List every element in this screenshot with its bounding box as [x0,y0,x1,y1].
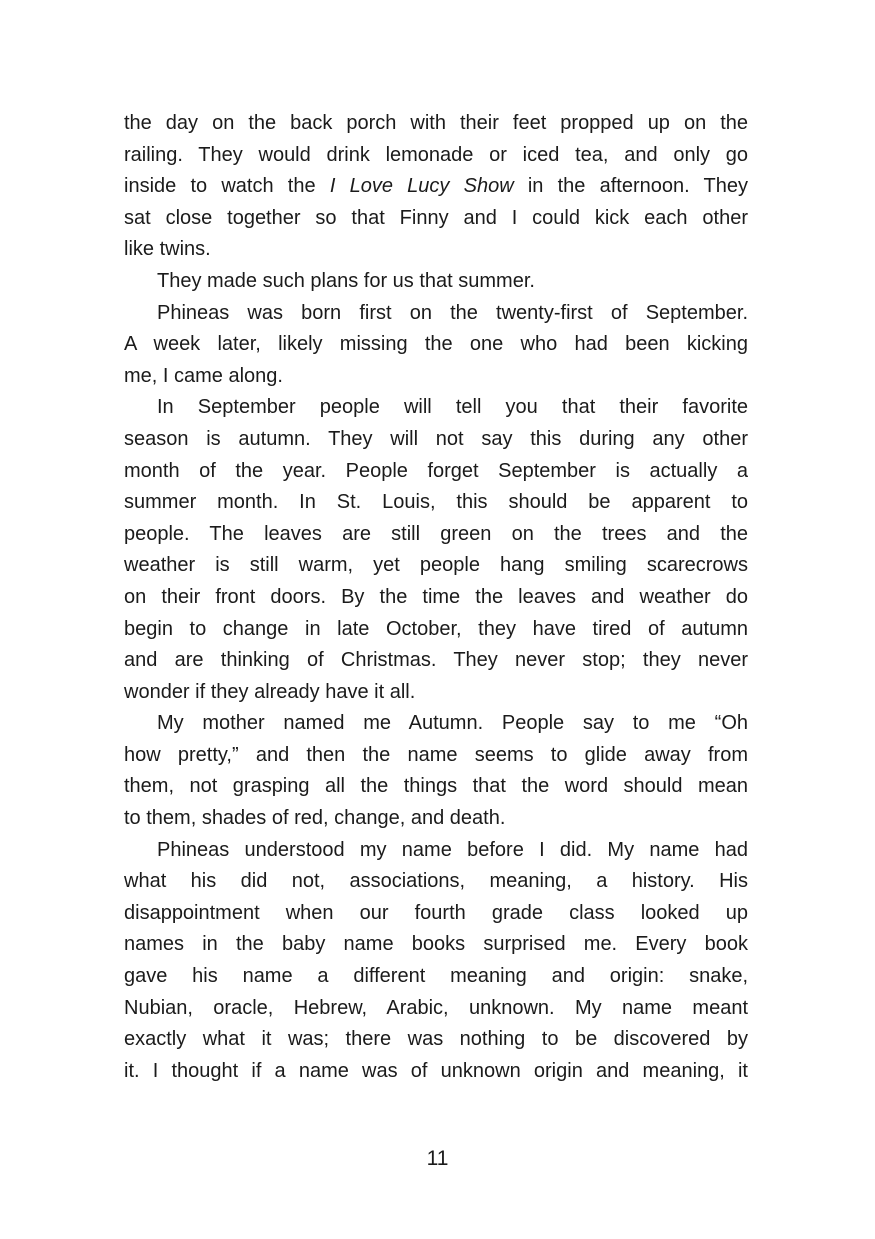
text-line: In September people will tell you that their favorite [157,396,748,419]
text-segment: inside to watch the [124,175,330,198]
text-line: like twins. [124,238,211,261]
text-line: Nubian, oracle, Hebrew, Arabic, unknown. My name meant [124,996,748,1019]
text-line: wonder if they already have it all. [124,680,416,703]
text-line: them, not grasping all the things that the word should mean [124,775,748,798]
text-line: names in the baby name books surprised me. Every book [124,933,748,956]
page-number: 11 [426,1147,449,1170]
text-line: Phineas was born first on the twenty-first of September. [157,301,748,324]
text-line: railing. They would drink lemonade or iced tea, and only go [124,143,748,166]
text-line: weather is still warm, yet people hang smiling scarecrows [124,554,748,577]
text-line: sat close together so that Finny and I could kick each other [124,206,748,229]
text-line: on their front doors. By the time the leaves and weather do [124,585,748,608]
text-line: to them, shades of red, change, and death. [124,807,506,830]
text-line [124,171,748,203]
text-line: They made such plans for us that summer. [157,269,535,292]
text-line: begin to change in late October, they have tired of autumn [124,617,748,640]
text-line: disappointment when our fourth grade class looked up [124,901,748,924]
page-body-text [124,108,748,1087]
text-line: people. The leaves are still green on the trees and the [124,522,748,545]
text-line: Phineas understood my name before I did. My name had [157,838,748,861]
text-line: how pretty,” and then the name seems to glide away from [124,743,748,766]
text-line: month of the year. People forget September is actually a [124,459,748,482]
text-line: A week later, likely missing the one who had been kicking [124,333,748,356]
text-line: gave his name a different meaning and origin: snake, [124,965,748,988]
text-line: My mother named me Autumn. People say to me “Oh [157,712,748,735]
italic-show-title: I Love Lucy Show [329,175,514,198]
text-line: exactly what it was; there was nothing to be discovered by [124,1028,748,1051]
text-segment: in the afternoon. They [513,175,749,198]
text-line: summer month. In St. Louis, this should be apparent to [124,491,748,514]
text-line: me, I came along. [124,364,283,387]
text-line: and are thinking of Christmas. They never stop; they never [124,649,748,672]
text-line: it. I thought if a name was of unknown origin and meaning, it [124,1059,748,1082]
text-line: what his did not, associations, meaning, a history. His [124,870,748,893]
text-line: season is autumn. They will not say this during any other [124,427,748,450]
text-line: the day on the back porch with their feet propped up on the [124,112,748,134]
